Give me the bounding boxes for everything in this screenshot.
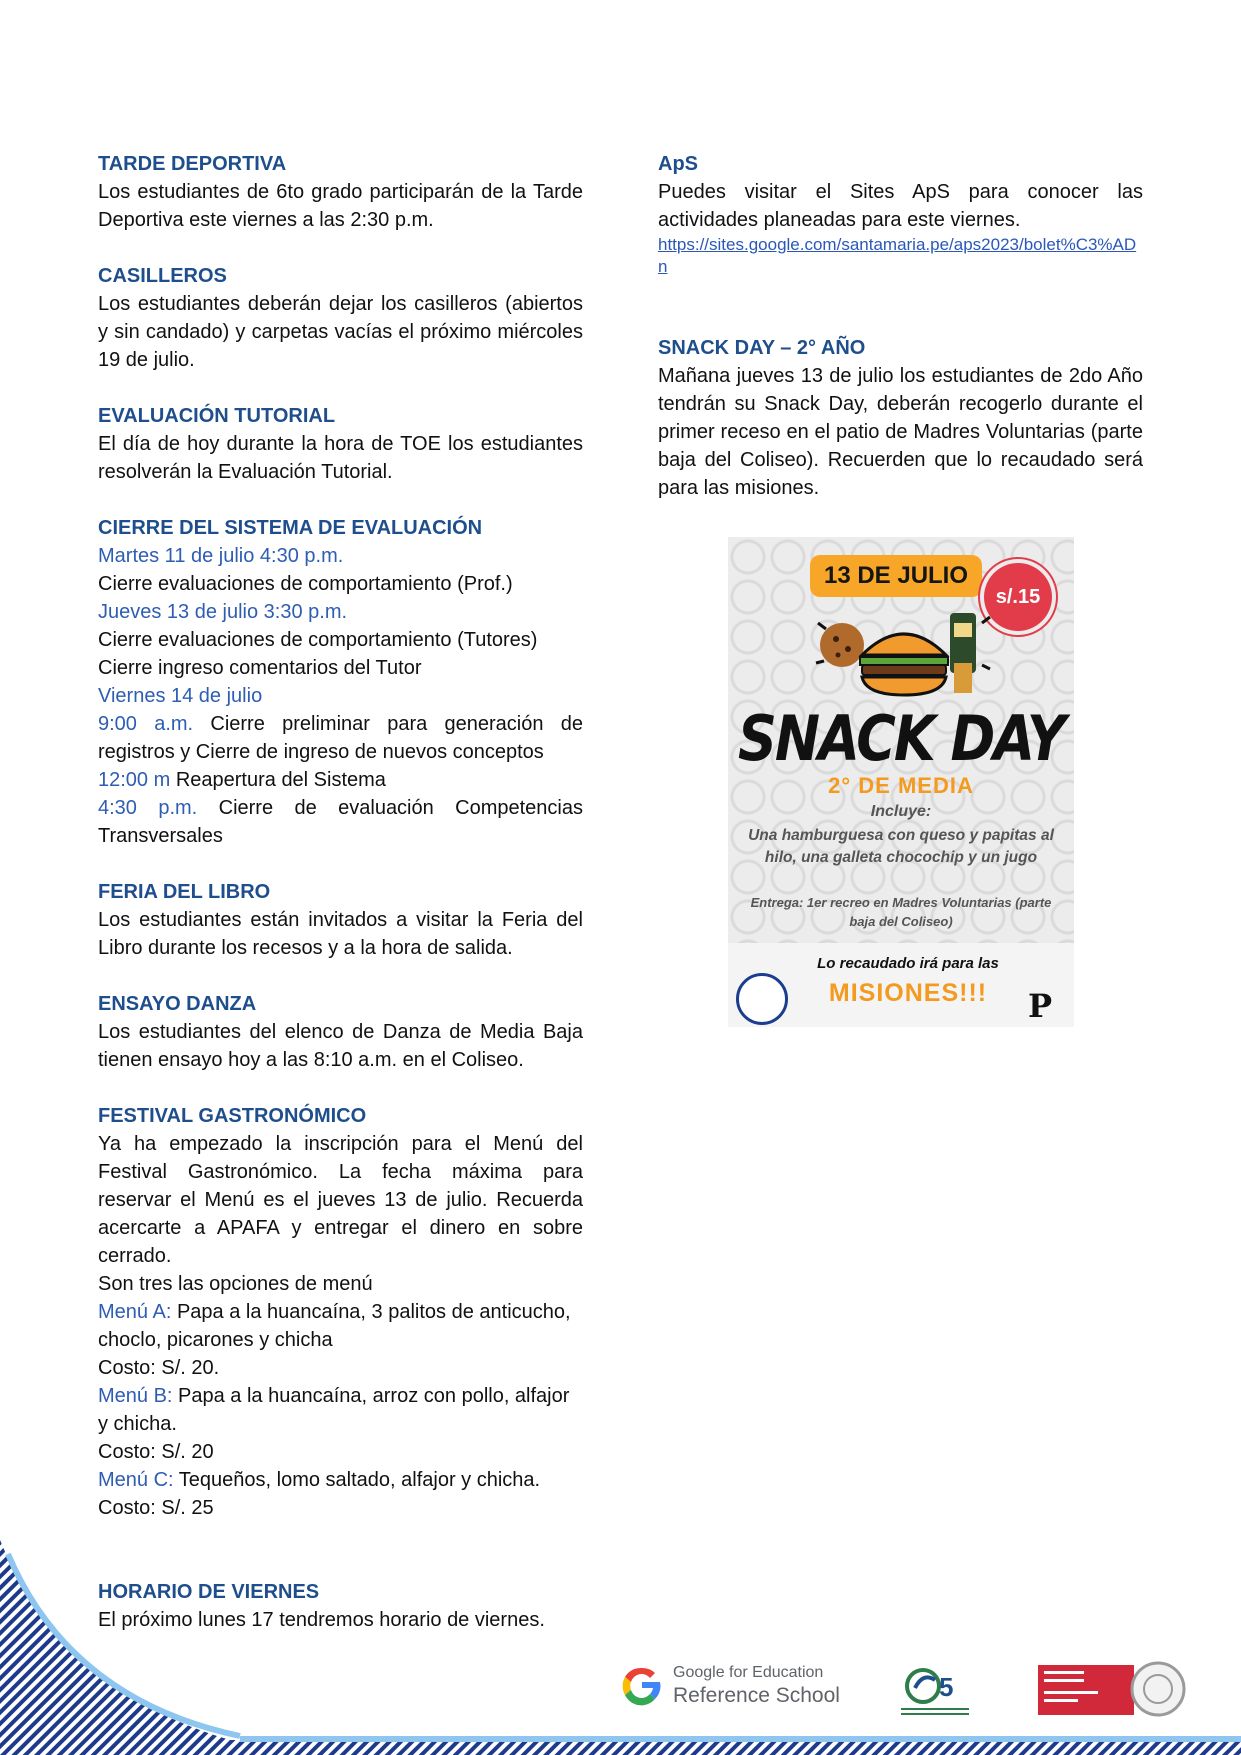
section-title: CASILLEROS xyxy=(98,265,227,287)
cierre-item: Cierre evaluaciones de comportamiento (Prof.) xyxy=(98,573,513,595)
menu-cost: Costo: S/. 20. xyxy=(98,1357,220,1379)
section-title: SNACK DAY – 2° AÑO xyxy=(658,337,866,359)
menu-cost: Costo: S/. 25 xyxy=(98,1497,214,1519)
menu-label: Menú C: xyxy=(98,1469,174,1491)
menu-cost: Costo: S/. 20 xyxy=(98,1441,214,1463)
section-casilleros xyxy=(98,262,583,374)
section-title: ApS xyxy=(658,153,698,175)
google-education-logo xyxy=(673,1663,840,1709)
section-snack-day xyxy=(658,334,1143,502)
madres-voluntarias-badge xyxy=(736,973,788,1025)
poster-date: 13 DE JULIO xyxy=(810,555,982,597)
aps-link[interactable]: https://sites.google.com/santamaria.pe/aps2023/bolet%C3%ADn xyxy=(658,235,1137,276)
poster-title: SNACK DAY xyxy=(737,702,1064,775)
menu-item xyxy=(98,1466,583,1494)
section-aps xyxy=(658,150,1143,278)
menu-item xyxy=(98,1382,583,1438)
menu-text: Papa a la huancaína, arroz con pollo, alfajor y chicha. xyxy=(98,1385,570,1435)
time-text: Cierre de evaluación Competencias Transversales xyxy=(98,797,583,847)
section-title: ENSAYO DANZA xyxy=(98,993,257,1015)
section-title: EVALUACIÓN TUTORIAL xyxy=(98,405,336,427)
section-text: El día de hoy durante la hora de TOE los estudiantes resolverán la Evaluación Tutorial. xyxy=(98,433,583,483)
google-line1: Google for Education xyxy=(673,1664,824,1681)
time-label: 4:30 p.m. xyxy=(98,797,198,819)
time-text: Cierre preliminar para generación de registros y Cierre de ingreso de nuevos conceptos xyxy=(98,713,583,763)
section-title: HORARIO DE VIERNES xyxy=(98,1581,320,1603)
poster-subtitle: 2° DE MEDIA xyxy=(828,773,974,798)
section-text: Los estudiantes están invitados a visitar la Feria del Libro durante los recesos y a la hora de salida. xyxy=(98,909,583,959)
section-text: Puedes visitar el Sites ApS para conocer las actividades planeadas para este viernes. xyxy=(658,181,1143,231)
time-label: 9:00 a.m. xyxy=(98,713,194,735)
poster-includes-label: Incluye: xyxy=(870,803,932,820)
section-text: Ya ha empezado la inscripción para el Menú del Festival Gastronómico. La fecha máxima para reservar el Menú es el jueves 13 de julio. Recuerda acercarte a APAFA y entregar el dinero en sobre cerrado. xyxy=(98,1133,583,1267)
time-label: 12:00 m xyxy=(98,769,171,791)
spacer xyxy=(658,306,1143,334)
cierre-item xyxy=(98,794,583,850)
burger-icon xyxy=(814,603,994,713)
section-title: FERIA DEL LIBRO xyxy=(98,881,271,903)
poster-price-badge: s/.15 xyxy=(984,563,1052,631)
svg-text:5: 5 xyxy=(939,1672,954,1702)
section-ensayo-danza xyxy=(98,990,583,1074)
poster-delivery: Entrega: 1er recreo en Madres Voluntarias (parte baja del Coliseo) xyxy=(750,895,1052,929)
section-title: FESTIVAL GASTRONÓMICO xyxy=(98,1105,367,1127)
section-title: TARDE DEPORTIVA xyxy=(98,153,287,175)
section-text: Los estudiantes de 6to grado participarán de la Tarde Deportiva este viernes a las 2:30 p.m. xyxy=(98,181,583,231)
poster-missions: MISIONES!!! xyxy=(828,979,988,1007)
cierre-item xyxy=(98,766,583,794)
date-line: Jueves 13 de julio 3:30 p.m. xyxy=(98,601,348,623)
google-logo-icon xyxy=(620,1664,664,1708)
section-cierre-sistema xyxy=(98,514,583,850)
time-text: Reapertura del Sistema xyxy=(170,769,386,791)
menu-text: Papa a la huancaína, 3 palitos de anticucho, choclo, picarones y chicha xyxy=(98,1301,571,1351)
right-column xyxy=(658,150,1143,530)
cierre-item: Cierre ingreso comentarios del Tutor xyxy=(98,657,422,679)
section-evaluacion-tutorial xyxy=(98,402,583,486)
date-line: Martes 11 de julio 4:30 p.m. xyxy=(98,545,344,567)
bureau-veritas-logo-icon xyxy=(1038,1661,1192,1717)
poster-description: Una hamburguesa con queso y papitas al hilo, una galleta chocochip y un jugo xyxy=(748,827,1054,866)
menu-item xyxy=(98,1298,583,1354)
section-feria-libro xyxy=(98,878,583,962)
menu-options-intro: Son tres las opciones de menú xyxy=(98,1273,373,1295)
cierre-item xyxy=(98,710,583,766)
premio-educativo-logo-icon xyxy=(895,1658,975,1720)
section-text: Los estudiantes deberán dejar los casilleros (abiertos y sin candado) y carpetas vacías el próximo miércoles 19 de julio. xyxy=(98,293,583,371)
cierre-item: Cierre evaluaciones de comportamiento (Tutores) xyxy=(98,629,538,651)
section-title: CIERRE DEL SISTEMA DE EVALUACIÓN xyxy=(98,517,483,539)
section-tarde-deportiva xyxy=(98,150,583,234)
date-line: Viernes 14 de julio xyxy=(98,685,263,707)
menu-label: Menú A: xyxy=(98,1301,172,1323)
left-column xyxy=(98,150,583,1662)
snack-day-poster xyxy=(728,537,1074,1027)
decorative-wave xyxy=(0,1540,1241,1755)
google-line2: Reference School xyxy=(673,1684,840,1707)
poster-proceeds-text: Lo recaudado irá para las xyxy=(817,955,999,972)
section-festival xyxy=(98,1102,583,1522)
section-text: El próximo lunes 17 tendremos horario de viernes. xyxy=(98,1609,545,1631)
menu-text: Tequeños, lomo saltado, alfajor y chicha. xyxy=(173,1469,541,1491)
pastoral-logo: P xyxy=(1028,987,1053,1025)
menu-label: Menú B: xyxy=(98,1385,173,1407)
section-text: Mañana jueves 13 de julio los estudiantes de 2do Año tendrán su Snack Day, deberán recogerlo durante el primer receso en el patio de Madres Voluntarias (parte baja del Coliseo). Recuerden que lo recaudado será para las misiones. xyxy=(658,365,1143,499)
section-text: Los estudiantes del elenco de Danza de Media Baja tienen ensayo hoy a las 8:10 a.m. en el Coliseo. xyxy=(98,1021,583,1071)
